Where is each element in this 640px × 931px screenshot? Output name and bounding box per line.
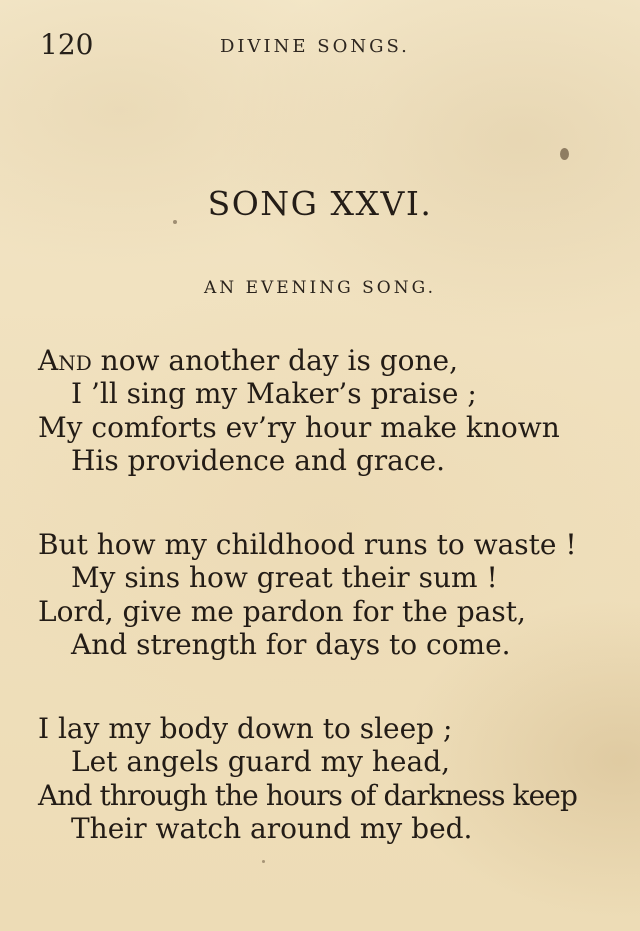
verse-line: Their watch around my bed. [71, 811, 473, 845]
stanza-3 [38, 712, 618, 845]
song-title: SONG XXVI. [207, 184, 433, 223]
verse-line: My sins how great their sum ! [71, 561, 498, 595]
verse-line: My comforts ev’ry hour make known [38, 410, 560, 444]
page-header [40, 28, 600, 62]
song-subtitle: AN EVENING SONG. [204, 278, 436, 298]
verse-line: His providence and grace. [71, 443, 445, 477]
verse-line: I ’ll sing my Maker’s praise ; [71, 377, 477, 411]
running-head: DIVINE SONGS. [220, 36, 410, 57]
ink-spot [262, 860, 265, 863]
page-number: 120 [40, 28, 94, 61]
verse-initial-word: And [38, 344, 92, 377]
verse-line: But how my childhood runs to waste ! [38, 528, 577, 561]
verse-line: And through the hours of darkness keep [38, 778, 577, 812]
stanza-2 [38, 528, 618, 661]
verse-line: I lay my body down to sleep ; [38, 712, 453, 745]
verse-line: And strength for days to come. [71, 627, 511, 661]
verse-line: Lord, give me pardon for the past, [38, 594, 526, 628]
stanza-1 [38, 344, 618, 477]
verse-line: Let angels guard my head, [71, 745, 451, 779]
verse-line-text: now another day is gone, [91, 344, 458, 377]
verse-line [38, 344, 618, 377]
ink-spot [560, 148, 569, 160]
